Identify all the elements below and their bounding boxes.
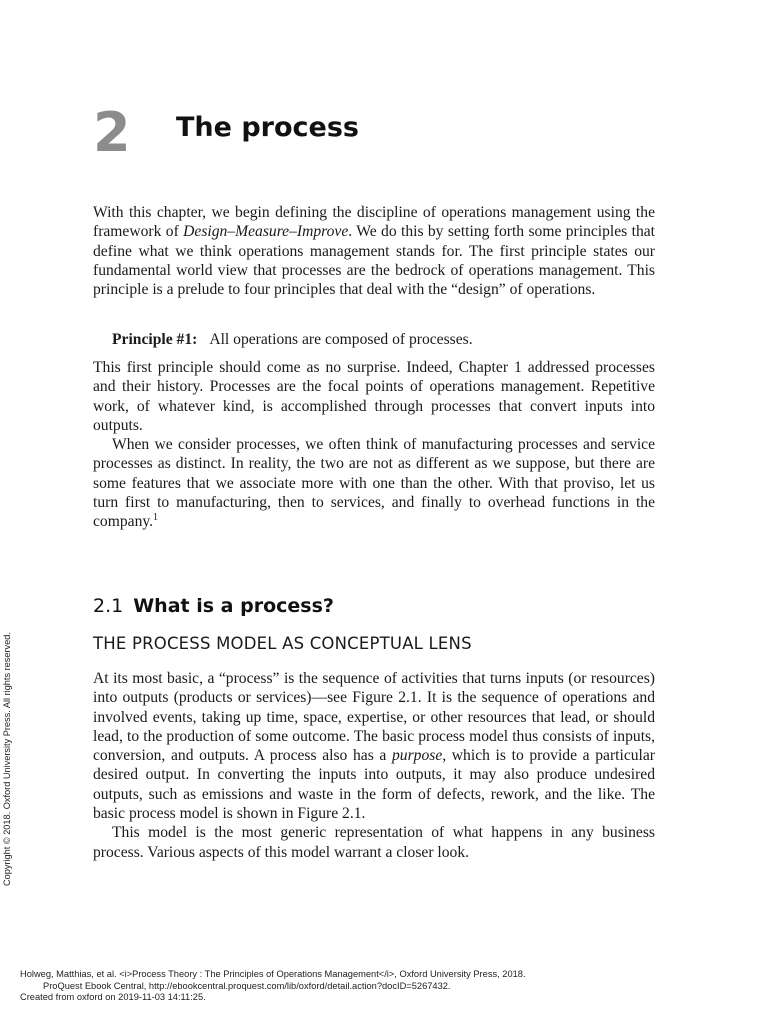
copyright-notice: Copyright © 2018. Oxford University Press. All rights reserved. xyxy=(2,632,12,886)
citation-line-1: Holweg, Matthias, et al. <i>Process Theory : The Principles of Operations Management</i>, Oxford University Press, 2018. xyxy=(20,969,526,979)
body-paragraph-4 xyxy=(93,669,655,823)
intro-text-a: With this chapter, we begin defining the discipline of operations management using the framework of xyxy=(93,204,655,241)
citation-line-2[interactable]: ProQuest Ebook Central, http://ebookcentral.proquest.com/lib/oxford/detail.action?docID=5267432. xyxy=(43,980,451,991)
subsection-heading: THE PROCESS MODEL AS CONCEPTUAL LENS xyxy=(93,634,472,653)
footnote-marker[interactable]: 1 xyxy=(153,512,159,524)
citation-footer xyxy=(20,969,526,1004)
section-number: 2.1 xyxy=(93,595,124,617)
intro-text-block xyxy=(93,203,655,299)
section-title: What is a process? xyxy=(133,595,334,617)
intro-text-b: . We do this by setting forth some principles that define what we think operations management stands for. The first principle states our fundamental world view that processes are the bedrock of operations management. This principle is a prelude to four principles that deal with the “design” of operations. xyxy=(93,223,655,299)
principle-text: All operations are composed of processes. xyxy=(209,331,473,348)
chapter-title: The process xyxy=(176,112,360,143)
section-heading xyxy=(93,594,334,618)
body-paragraph-4-text-a: At its most basic, a “process” is the sequence of activities that turns inputs (or resources) into outputs (products or services)—see Figure 2.1. It is the sequence of operations and involved events, taking up time, space, expertise, or other resources that lead, or should lead, to the production of some outcome. The basic process model thus consists of inputs, conversion, and outputs. A process also has a xyxy=(93,670,655,765)
purpose-emphasis: purpose xyxy=(392,747,443,765)
principle-statement xyxy=(112,330,473,349)
body-paragraph-3-text: When we consider processes, we often think of manufacturing processes and service processes as distinct. In reality, the two are not as different as we suppose, but there are some features that we associate more with one than the other. With that proviso, let us turn first to manufacturing, then to services, and finally to overhead functions in the company. xyxy=(93,436,655,531)
chapter-number: 2 xyxy=(93,101,131,164)
intro-paragraph xyxy=(93,203,655,299)
intro-framework-emphasis: Design–Measure–Improve xyxy=(183,223,349,241)
principle-label: Principle #1: xyxy=(112,331,198,348)
body-paragraph-4-text-b: , which is to provide a particular desired output. In converting the inputs into outputs, it may also produce undesired outputs, such as emissions and waste in the form of defects, rework, and the like. The basic process model is shown in Figure 2.1. xyxy=(93,747,655,823)
body-paragraph-3 xyxy=(93,435,655,531)
body-paragraph-2: This first principle should come as no surprise. Indeed, Chapter 1 addressed processes and their history. Processes are the focal points of operations management. Repetitive work, of whatever kind, is accomplished through processes that convert inputs into outputs. xyxy=(93,359,655,434)
body-paragraph-5: This model is the most generic representation of what happens in any business process. Various aspects of this model warrant a closer look. xyxy=(93,824,655,861)
chapter-body-block xyxy=(93,358,655,532)
section-body-block xyxy=(93,669,655,862)
citation-line-3: Created from oxford on 2019-11-03 14:11:25. xyxy=(20,992,206,1002)
